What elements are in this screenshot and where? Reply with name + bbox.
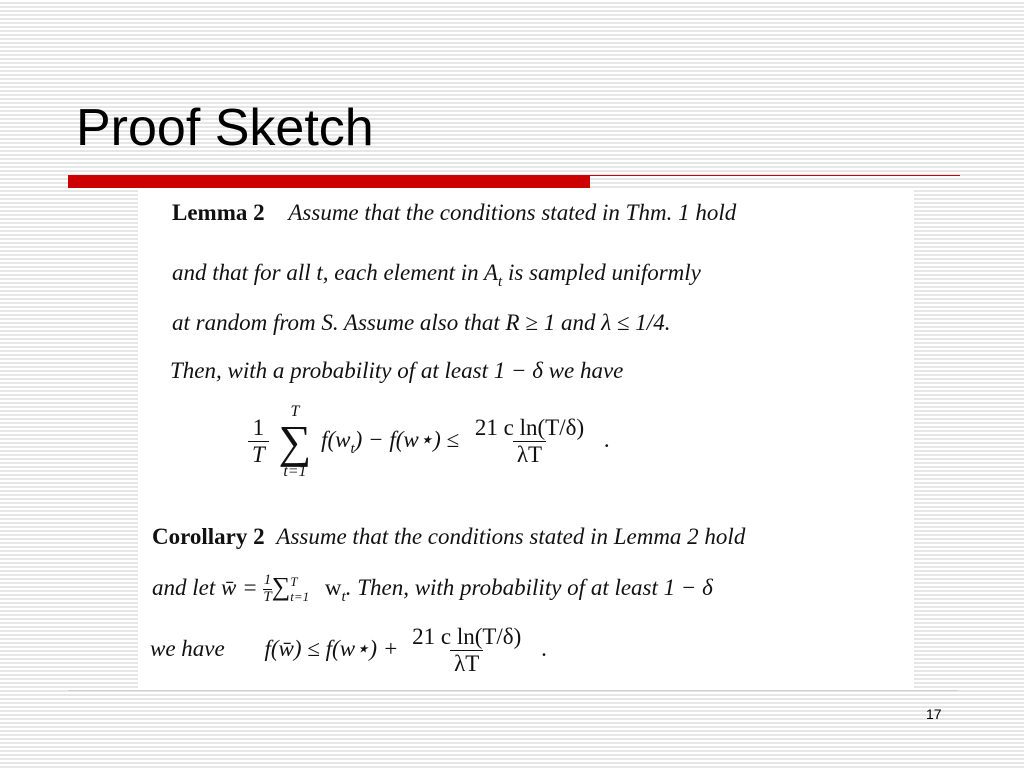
corollary-line-3 [150, 624, 547, 677]
lemma-heading: Lemma 2 [172, 200, 265, 225]
corollary-heading: Corollary 2 [152, 524, 265, 549]
corollary-sum-symbol: ∑ [271, 572, 291, 601]
corollary-we-have: we have [150, 635, 225, 661]
lemma-line-1 [172, 200, 736, 226]
formula-body: f(w [321, 427, 351, 453]
formula-body-rest: ) − f(w⋆) ≤ [354, 427, 460, 453]
rhs-numerator: 21 c ln(T/δ) [474, 415, 585, 441]
corollary-w-sub: t [341, 589, 346, 605]
lemma-sum-symbol: T ∑ t=1 [278, 403, 312, 480]
lemma-var-a: A [483, 260, 499, 285]
lemma-line-2 [172, 260, 701, 291]
corollary-rhs-numerator: 21 c ln(T/δ) [412, 624, 522, 649]
corollary-sum-top: T [290, 574, 298, 590]
small-frac-den: T [263, 589, 272, 606]
sum-upper-limit: T [290, 403, 300, 420]
lemma-var-s: S [321, 310, 333, 335]
corollary-line-2b: . Then, with probability of at least 1 − δ [345, 575, 713, 600]
lemma-line-1-text: Assume that the conditions stated in Thm. 1 hold [288, 200, 737, 225]
lemma-line-3-math: R ≥ 1 and λ ≤ 1/4. [505, 310, 671, 335]
corollary-w: w [324, 575, 342, 600]
corollary-formula-frac [408, 624, 525, 677]
lemma-line-3b: . Assume also that [332, 310, 506, 335]
corollary-small-frac [263, 573, 271, 606]
lemma-formula-lhs-frac [248, 415, 269, 468]
corollary-line-1-text: Assume that the conditions stated in Lemma 2 hold [276, 524, 746, 549]
corollary-formula-lhs: f(w̄) ≤ f(w⋆) + [264, 635, 399, 661]
corollary-line-2 [152, 572, 713, 606]
lemma-formula-rhs-frac [471, 415, 588, 468]
lemma-line-3 [172, 310, 670, 336]
footer-rule [68, 690, 958, 691]
lemma-line-4: Then, with a probability of at least 1 − δ we have [170, 358, 624, 383]
rhs-denominator: λT [513, 441, 546, 468]
small-frac-num: 1 [263, 572, 272, 589]
corollary-sum-limits [290, 575, 309, 604]
corollary-line-2a: and let w̄ = [152, 575, 258, 600]
lhs-denominator: T [248, 441, 269, 468]
corollary-line-1 [152, 524, 745, 550]
corollary-period: . [541, 635, 547, 661]
slide-title: Proof Sketch [76, 99, 374, 157]
lemma-line-2a: and that for all t, each element in [172, 260, 484, 285]
formula-period: . [603, 427, 610, 453]
sum-lower-limit: t=1 [283, 462, 307, 480]
corollary-rhs-denominator: λT [450, 650, 483, 677]
lemma-line-2b: is sampled uniformly [502, 260, 701, 285]
page-number: 17 [926, 706, 942, 722]
title-underline-thin [590, 175, 960, 176]
lhs-numerator: 1 [252, 415, 265, 441]
title-underline-red [68, 175, 590, 188]
lemma-line-3a: at random from [172, 310, 322, 335]
formula-body-sub: t [350, 441, 355, 458]
lemma-var-a-sub: t [498, 274, 503, 290]
lemma-formula [248, 404, 610, 480]
corollary-sum-bottom: t=1 [290, 588, 310, 604]
